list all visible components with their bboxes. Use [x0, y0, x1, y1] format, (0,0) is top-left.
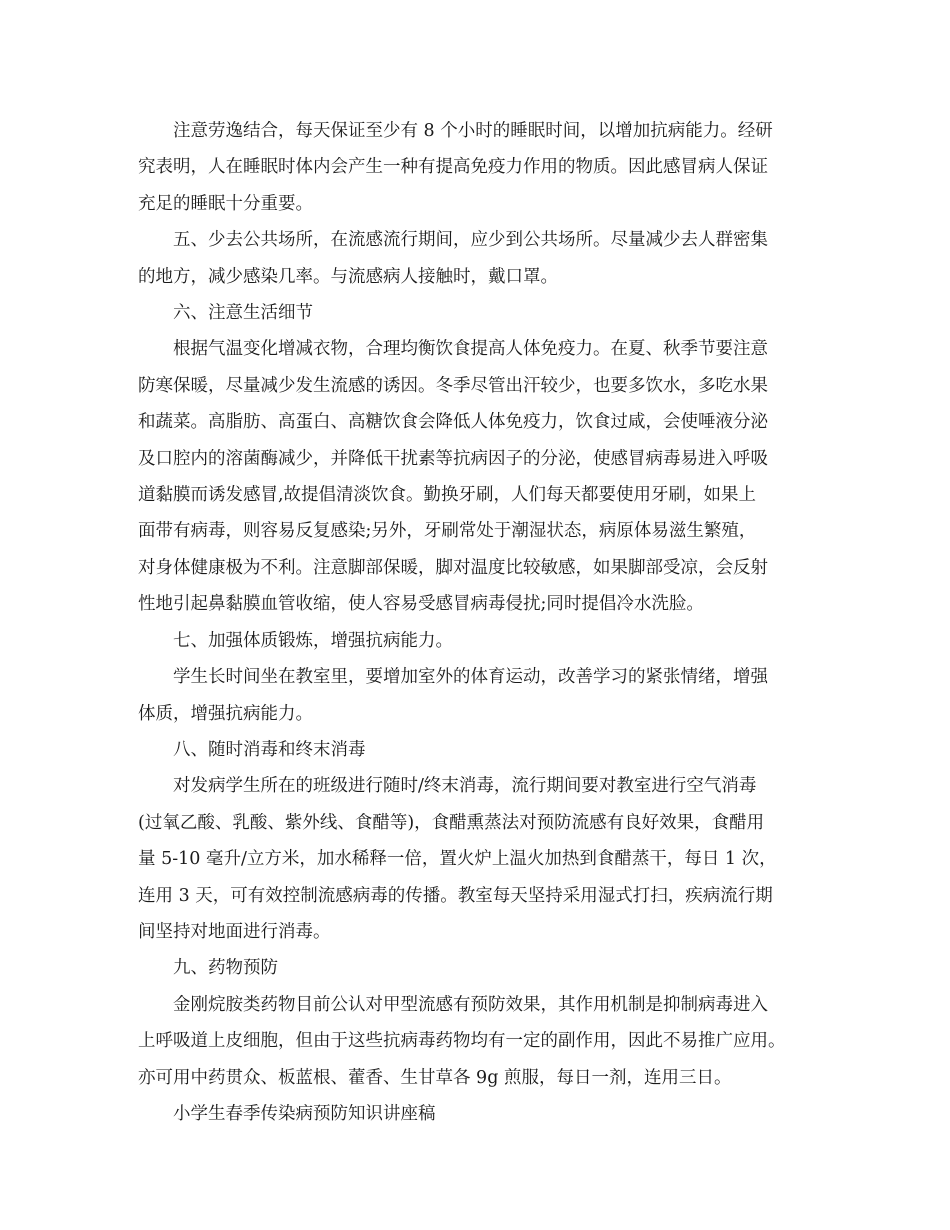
text-line: 学生长时间坐在教室里，要增加室外的体育运动，改善学习的紧张情绪，增强	[173, 667, 768, 688]
paragraph	[138, 950, 822, 986]
text-line: 对身体健康极为不利。注意脚部保暖，脚对温度比较敏感，如果脚部受凉，会反射	[138, 557, 768, 578]
paragraph	[138, 732, 822, 768]
text-line: 量 5-10 毫升/立方米，加水稀释一倍，置火炉上温火加热到食醋蒸干，每日 1 次，	[138, 849, 777, 870]
text-line: 上呼吸道上皮细胞，但由于这些抗病毒药物均有一定的副作用，因此不易推广应用。	[138, 1031, 786, 1052]
text-line: 八、随时消毒和终末消毒	[173, 739, 366, 760]
text-line: 亦可用中药贯众、板蓝根、藿香、生甘草各 9g 煎服，每日一剂，连用三日。	[138, 1067, 732, 1088]
text-line: 防寒保暖，尽量减少发生流感的诱因。冬季尽管出汗较少，也要多饮水，多吃水果	[138, 375, 768, 396]
text-line: 及口腔内的溶菌酶减少，并降低干扰素等抗病因子的分泌，使感冒病毒易进入呼吸	[138, 448, 768, 469]
paragraph	[138, 1096, 822, 1132]
text-line: 性地引起鼻黏膜血管收缩，使人容易受感冒病毒侵扰;同时提倡冷水洗脸。	[138, 594, 704, 615]
text-line: 充足的睡眠十分重要。	[138, 193, 313, 214]
text-line: 究表明，人在睡眠时体内会产生一种有提高免疫力作用的物质。因此感冒病人保证	[138, 157, 768, 178]
paragraph	[138, 113, 822, 222]
paragraph	[138, 295, 822, 331]
text-line: 注意劳逸结合，每天保证至少有 8 个小时的睡眠时间，以增加抗病能力。经研	[173, 121, 773, 141]
text-line: 小学生春季传染病预防知识讲座稿	[173, 1103, 436, 1124]
document-page	[138, 113, 822, 1132]
text-line: 道黏膜而诱发感冒,故提倡清淡饮食。勤换牙刷，人们每天都要使用牙刷，如果上	[138, 485, 757, 506]
text-line: 连用 3 天，可有效控制流感病毒的传播。教室每天坚持采用湿式打扫，疾病流行期	[138, 885, 773, 906]
text-line: 五、少去公共场所，在流感流行期间，应少到公共场所。尽量减少去人群密集	[173, 230, 768, 251]
text-line: 七、加强体质锻炼，增强抗病能力。	[173, 630, 453, 651]
paragraph	[138, 331, 822, 622]
text-line: 根据气温变化增减衣物，合理均衡饮食提高人体免疫力。在夏、秋季节要注意	[173, 339, 768, 360]
paragraph	[138, 623, 822, 659]
text-line: 金刚烷胺类药物目前公认对甲型流感有预防效果，其作用机制是抑制病毒进入	[173, 994, 768, 1015]
text-line: 九、药物预防	[173, 958, 278, 979]
text-line: 对发病学生所在的班级进行随时/终末消毒，流行期间要对教室进行空气消毒	[173, 776, 757, 797]
text-line: (过氧乙酸、乳酸、紫外线、食醋等)，食醋熏蒸法对预防流感有良好效果，食醋用	[138, 812, 765, 833]
text-line: 间坚持对地面进行消毒。	[138, 921, 331, 942]
text-line: 和蔬菜。高脂肪、高蛋白、高糖饮食会降低人体免疫力，饮食过咸，会使唾液分泌	[138, 412, 768, 433]
paragraph	[138, 768, 822, 950]
paragraph	[138, 987, 822, 1096]
paragraph	[138, 222, 822, 295]
paragraph	[138, 659, 822, 732]
text-line: 的地方，减少感染几率。与流感病人接触时，戴口罩。	[138, 266, 558, 287]
text-line: 六、注意生活细节	[173, 303, 313, 324]
text-line: 面带有病毒，则容易反复感染;另外，牙刷常处于潮湿状态，病原体易滋生繁殖，	[138, 521, 757, 542]
text-line: 体质，增强抗病能力。	[138, 703, 313, 724]
